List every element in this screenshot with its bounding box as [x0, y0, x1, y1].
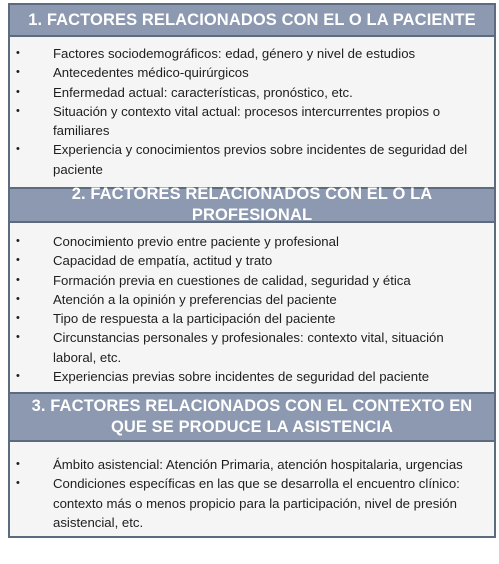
list-item — [16, 290, 484, 309]
section-2-body — [10, 223, 494, 392]
list-item-text: Conocimiento previo entre paciente y profesional — [53, 234, 339, 249]
bullet-icon: • — [16, 47, 20, 59]
section-2-list — [16, 232, 484, 386]
list-item — [16, 309, 484, 328]
section-3-list — [16, 455, 484, 532]
list-item-text: Tipo de respuesta a la participación del paciente — [53, 311, 336, 327]
list-item-text: Ámbito asistencial: Atención Primaria, atención hospitalaria, urgencias — [53, 457, 463, 472]
list-item — [16, 140, 484, 179]
bullet-icon: • — [16, 104, 20, 117]
section-2-title: 2. FACTORES RELACIONADOS CON EL O LA PROFESIONAL — [71, 185, 433, 224]
bullet-icon: • — [16, 273, 20, 286]
bullet-icon: • — [16, 85, 20, 98]
list-item-text: Experiencia y conocimientos previos sobre incidentes de seguridad del paciente — [53, 142, 468, 177]
section-1-header — [10, 3, 494, 37]
list-item-text: Factores sociodemográficos: edad, género y nivel de estudios — [53, 46, 416, 61]
list-item-text: Condiciones específicas en las que se desarrolla el encuentro clínico: contexto más o menos propicio para la participación, nivel de presión asistencial, etc. — [53, 476, 460, 530]
list-item — [16, 102, 484, 141]
list-item — [16, 367, 484, 386]
list-item-text: Circunstancias personales y profesionales: contexto vital, situación laboral, etc. — [53, 330, 444, 365]
bullet-icon: • — [16, 312, 20, 325]
section-3-body — [10, 442, 494, 536]
bullet-icon: • — [16, 331, 20, 344]
section-3-header — [10, 392, 494, 442]
list-item — [16, 474, 484, 532]
list-item — [16, 63, 484, 82]
bullet-icon: • — [16, 235, 20, 247]
list-item — [16, 232, 484, 251]
bullet-icon: • — [16, 458, 20, 470]
section-1-body — [10, 37, 494, 187]
section-2-header — [10, 187, 494, 223]
list-item — [16, 83, 484, 102]
list-item — [16, 251, 484, 270]
section-3-title: 3. FACTORES RELACIONADOS CON EL CONTEXTO EN QUE SE PRODUCE LA ASISTENCIA — [31, 397, 473, 436]
list-item-text: Formación previa en cuestiones de calidad, seguridad y ética — [53, 272, 411, 288]
factors-table — [8, 3, 496, 538]
section-1-title: 1. FACTORES RELACIONADOS CON EL O LA PACIENTE — [28, 10, 476, 29]
list-item-text: Capacidad de empatía, actitud y trato — [53, 253, 273, 269]
bullet-icon: • — [16, 477, 20, 490]
bullet-icon: • — [16, 370, 20, 383]
list-item — [16, 328, 484, 367]
list-item-text: Enfermedad actual: características, pronóstico, etc. — [53, 84, 353, 100]
bullet-icon: • — [16, 292, 20, 305]
section-1-list — [16, 44, 484, 179]
bullet-icon: • — [16, 66, 20, 79]
list-item-text: Atención a la opinión y preferencias del paciente — [53, 291, 337, 307]
list-item-text: Antecedentes médico-quirúrgicos — [53, 65, 249, 81]
list-item — [16, 455, 484, 474]
list-item — [16, 44, 484, 63]
bullet-icon: • — [16, 254, 20, 267]
bullet-icon: • — [16, 143, 20, 156]
list-item-text: Experiencias previas sobre incidentes de seguridad del paciente — [53, 369, 430, 385]
list-item-text: Situación y contexto vital actual: procesos intercurrentes propios o familiares — [53, 103, 441, 139]
list-item — [16, 271, 484, 290]
